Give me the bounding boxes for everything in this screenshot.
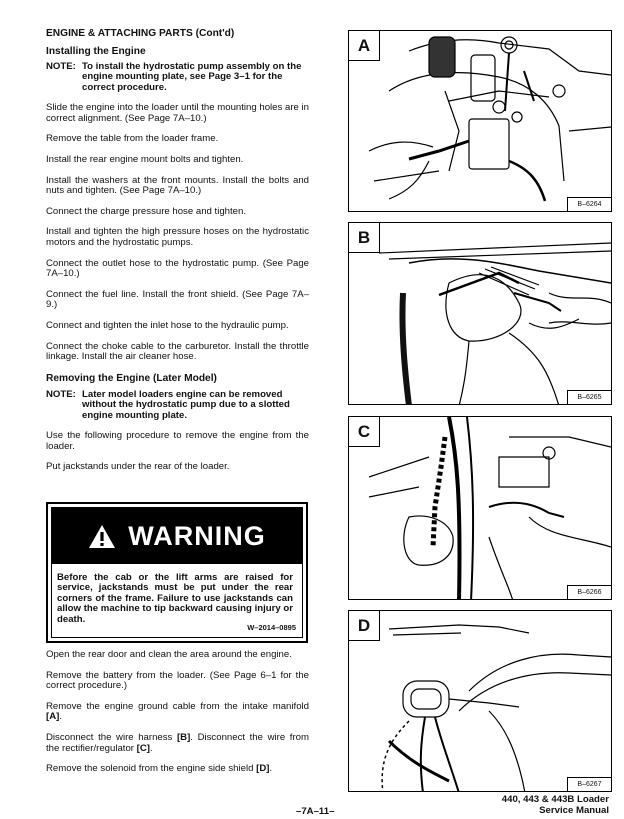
figure-c — [348, 416, 612, 600]
figure-b — [348, 222, 612, 405]
figure-letter: A — [349, 31, 380, 61]
remove-step: Remove the battery from the loader. (See Page 6–1 for the correct procedure.) — [46, 669, 309, 692]
manual-name: Service Manual — [539, 804, 609, 816]
install-step: Install and tighten the high pressure hoses on the hydrostatic motors and the hydrostatic pumps. — [46, 226, 309, 248]
install-step: Connect the charge pressure hose and tighten. — [46, 205, 247, 217]
warning-triangle-icon — [88, 524, 116, 549]
figure-ref: [C] — [136, 742, 150, 754]
figure-a — [348, 30, 612, 212]
wire-harness-illustration — [349, 223, 612, 405]
section-heading: ENGINE & ATTACHING PARTS (Cont'd) — [46, 28, 235, 39]
install-step: Install the rear engine mount bolts and tighten. — [46, 154, 244, 165]
install-step: Install the washers at the front mounts. Install the bolts and nuts and tighten. (See Page 7A–10.) — [46, 174, 309, 197]
warning-title: WARNING — [128, 520, 266, 551]
note-label: NOTE: — [46, 388, 76, 400]
step-text: Disconnect the wire harness — [46, 731, 177, 743]
warning-box — [46, 502, 308, 643]
solenoid-illustration — [349, 611, 612, 792]
step-text: . — [149, 742, 153, 754]
install-step: Connect the fuel line. Install the front shield. (See Page 7A–9.) — [46, 288, 309, 311]
remove-step: Use the following procedure to remove the engine from the loader. — [46, 429, 309, 452]
note-label: NOTE: — [46, 61, 76, 72]
manual-title — [502, 795, 609, 816]
removing-heading: Removing the Engine (Later Model) — [46, 372, 217, 384]
step-text: Remove the engine ground cable from the intake manifold — [46, 700, 309, 712]
figure-d — [348, 610, 612, 792]
left-column — [46, 28, 309, 473]
warning-code: W–2014–0895 — [247, 623, 296, 632]
figure-ref: [A] — [46, 711, 60, 723]
installing-heading: Installing the Engine — [46, 46, 146, 57]
install-step: Remove the table from the loader frame. — [46, 133, 219, 145]
warning-banner — [52, 508, 302, 564]
remove-step: Open the rear door and clean the area around the engine. — [46, 649, 292, 660]
install-step: Slide the engine into the loader until the mounting holes are in correct alignment. (See Page 7A–10.) — [46, 102, 309, 124]
step-text: . — [269, 763, 273, 775]
page-number: –7A–11– — [296, 806, 335, 817]
figure-ref: [B] — [176, 731, 191, 743]
removal-steps — [46, 650, 309, 775]
remove-step — [46, 764, 309, 775]
rectifier-illustration — [349, 417, 612, 600]
figure-letter: C — [349, 417, 380, 447]
remove-step — [46, 702, 309, 723]
model-name: 440, 443 & 443B Loader — [501, 794, 609, 805]
note-text: To install the hydrostatic pump assembly on the engine mounting plate, see Page 3–1 for the correct procedure. — [82, 61, 302, 93]
step-text: . — [59, 711, 62, 723]
note-install-pump — [46, 62, 309, 93]
remove-step: Put jackstands under the rear of the loader. — [46, 461, 230, 473]
figure-code: B–6266 — [567, 585, 611, 599]
remove-step — [46, 733, 309, 754]
figure-code: B–6267 — [567, 777, 611, 791]
figure-code: B–6264 — [567, 197, 611, 211]
engine-intake-illustration — [349, 31, 612, 212]
figure-letter: B — [349, 223, 380, 253]
warning-text: Before the cab or the lift arms are raised for service, jackstands must be put under the rear corners of the frame. Failure to use jackstands can allow the machine to tip backward causing injury or death. — [57, 572, 293, 625]
figure-letter: D — [349, 611, 380, 641]
figure-code: B–6265 — [567, 390, 611, 404]
install-step: Connect the outlet hose to the hydrostatic pump. (See Page 7A–10.) — [46, 257, 309, 280]
note-later-model — [46, 390, 309, 421]
step-text: Remove the solenoid from the engine side shield — [46, 763, 257, 775]
install-step: Connect and tighten the inlet hose to the hydraulic pump. — [46, 319, 289, 331]
install-step: Connect the choke cable to the carburetor. Install the throttle linkage. Install the air cleaner hose. — [46, 340, 309, 363]
step-text: . Disconnect the wire from the rectifier/regulator — [46, 731, 309, 754]
note-text: Later model loaders engine can be removed without the hydrostatic pump due to a slotted engine mounting plate. — [82, 388, 290, 421]
figure-ref: [D] — [256, 763, 270, 775]
